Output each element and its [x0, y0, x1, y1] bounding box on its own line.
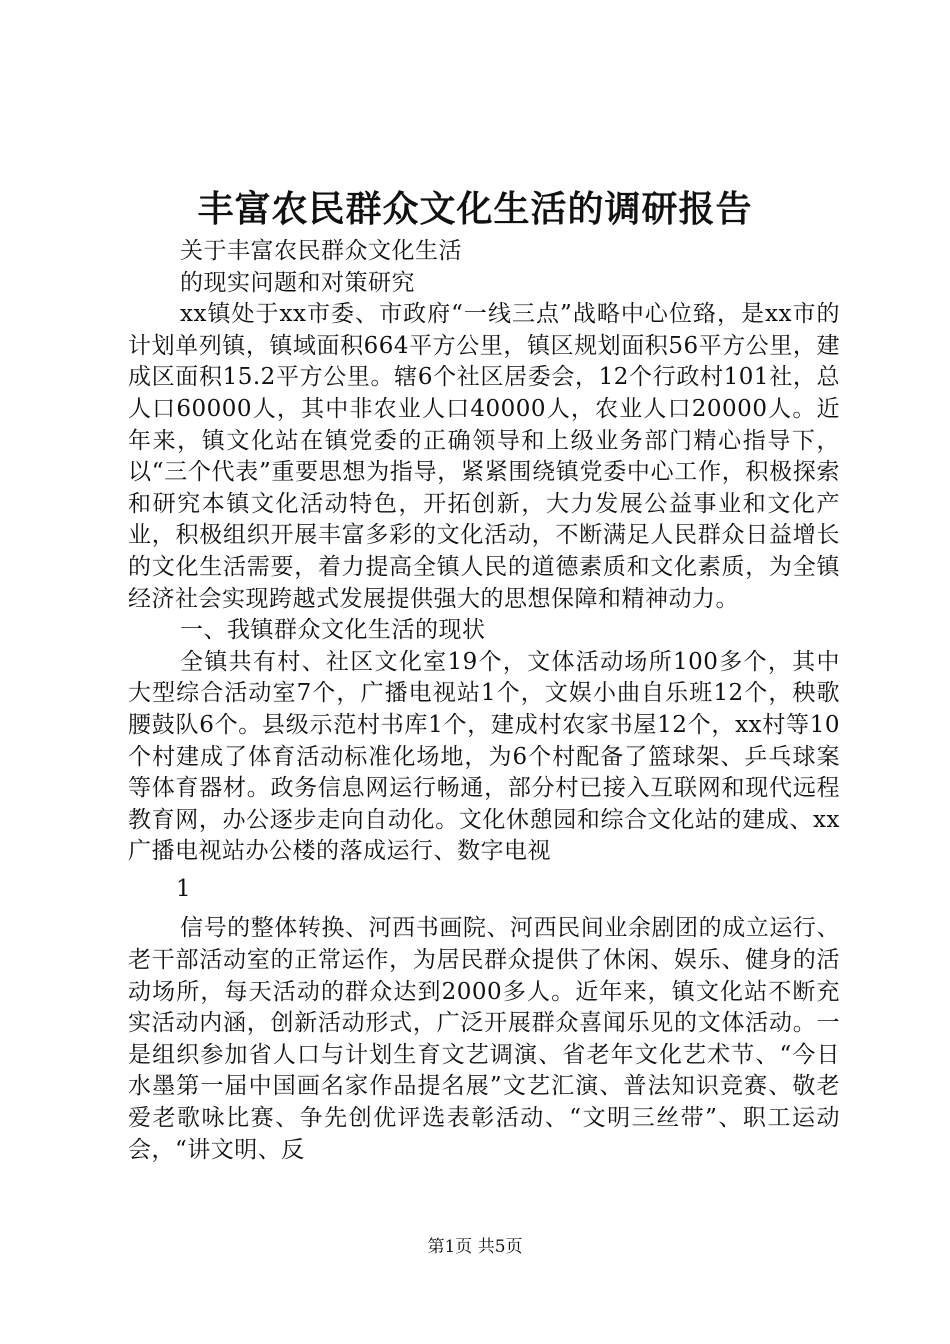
activities-paragraph: 信号的整体转换、河西书画院、河西民间业余剧团的成立运行、老干部活动室的正常运作，为居民群众提供了休闲、娱乐、健身的活动场所，每天活动的群众达到2000多人。近年来，镇文化站不断充实活动内涵，创新活动形式，广泛开展群众喜闻乐见的文体活动。一是组织参加省人口与计划生育文艺调演、省老年文化艺术节、“今日水墨第一届中国画名家作品提名展”文艺汇演、普法知识竞赛、敬老爱老歌咏比赛、争先创优评选表彰活动、“文明三丝带”、职工运动会，“讲文明、反: [128, 915, 840, 1163]
document-body: [128, 236, 840, 1166]
intro-paragraph: xx镇处于xx市委、市政府“一线三点”战略中心位臵，是xx市的计划单列镇，镇域面积664平方公里，镇区规划面积56平方公里，建成区面积15.2平方公里。辖6个社区居委会，12个行政村101社，总人口60000人，其中非农业人口40000人，农业人口20000人。近年来，镇文化站在镇党委的正确领导和上级业务部门精心指导下，以“三个代表”重要思想为指导，紧紧围绕镇党委中心工作，积极探索和研究本镇文化活动特色，开拓创新，大力发展公益事业和文化产业，积极组织开展丰富多彩的文化活动，不断满足人民群众日益增长的文化生活需要，着力提高全镇人民的道德素质和文化素质，为全镇经济社会实现跨越式发展提供强大的思想保障和精神动力。: [128, 301, 840, 612]
page-footer: 第1页 共5页: [427, 1237, 523, 1257]
subtitle-line-1: 关于丰富农民群众文化生活: [180, 238, 462, 264]
subtitle-line-2: 的现实问题和对策研究: [180, 269, 415, 296]
inline-page-marker: 1: [176, 875, 192, 902]
document-title: 丰富农民群众文化生活的调研报告: [197, 188, 753, 230]
section-heading: 一、我镇群众文化生活的现状: [180, 617, 486, 644]
status-paragraph: 全镇共有村、社区文化室19个，文体活动场所100多个，其中大型综合活动室7个，广播电视站1个，文娱小曲自乐班12个，秧歌腰鼓队6个。县级示范村书库1个，建成村农家书屋12个，xx村等10个村建成了体育活动标准化场地，为6个村配备了篮球架、乒乓球案等体育器材。政务信息网运行畅通，部分村已接入互联网和现代远程教育网，办公逐步走向自动化。文化休憩园和综合文化站的建成、xx广播电视站办公楼的落成运行、数字电视: [128, 648, 840, 865]
